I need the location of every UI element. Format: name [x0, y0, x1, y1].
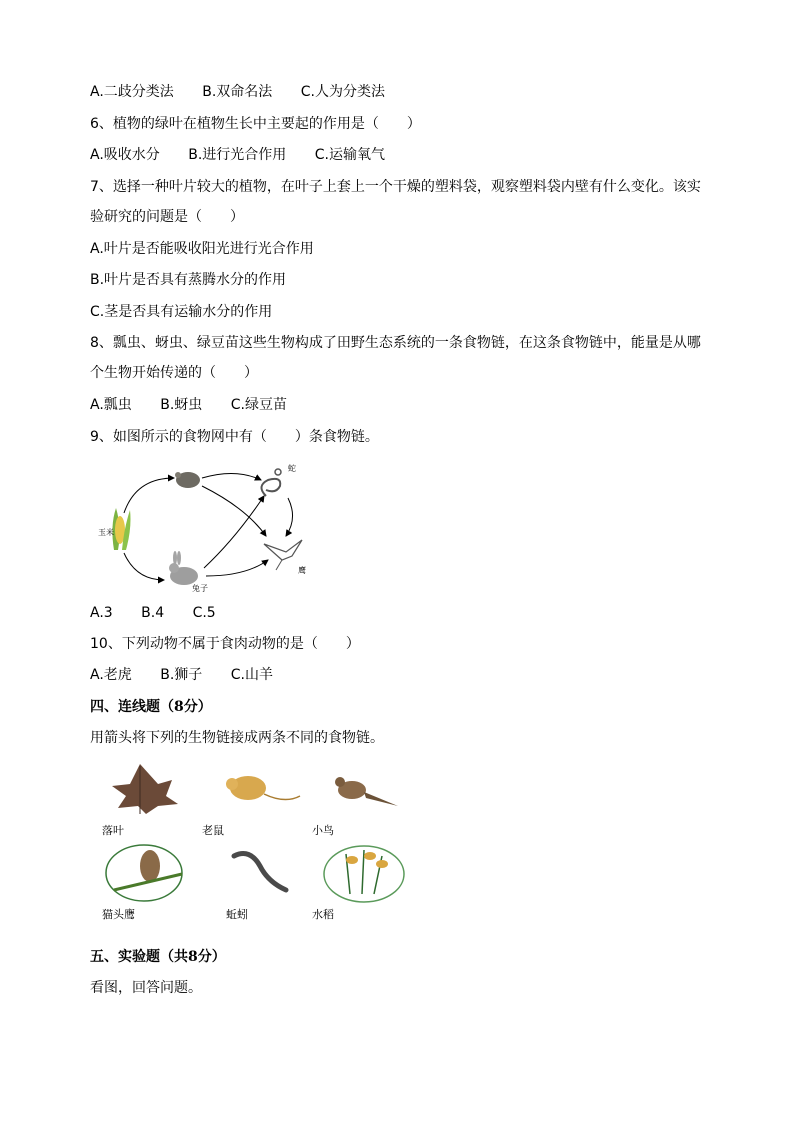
q5-option-c: C.人为分类法 — [300, 84, 385, 100]
q8-stem-line1: 8、瓢虫、蚜虫、绿豆苗这些生物构成了田野生态系统的一条食物链，在这条食物链中，能量是从哪 — [90, 335, 701, 351]
section4-title: 四、连线题（8分） — [90, 699, 212, 715]
q6-options — [90, 146, 409, 164]
eagle-icon — [264, 540, 302, 570]
q6-option-b: B.进行光合作用 — [188, 147, 287, 163]
mouse-icon — [175, 472, 200, 488]
q9-options — [90, 604, 240, 622]
q10-option-c: C.山羊 — [230, 667, 273, 683]
q9-option-c: C.5 — [192, 605, 216, 621]
snake-icon — [261, 469, 281, 496]
q6-stem: 6、植物的绿叶在植物生长中主要起的作用是（ ） — [90, 116, 421, 132]
q5-option-a: A.二歧分类法 — [90, 84, 174, 100]
q8-option-c: C.绿豆苗 — [230, 397, 287, 413]
section5-title: 五、实验题（共8分） — [90, 949, 226, 965]
q8-options — [90, 396, 311, 414]
food-web-diagram — [96, 458, 336, 593]
earthworm-icon — [234, 854, 286, 890]
leaf-label: 落叶 — [102, 824, 124, 837]
q10-option-a: A.老虎 — [90, 667, 132, 683]
matching-figure — [100, 758, 420, 928]
q10-options — [90, 666, 297, 684]
corn-icon — [112, 508, 130, 550]
section5-instruction: 看图，回答问题。 — [90, 980, 202, 996]
q9-option-a: A.3 — [90, 605, 113, 621]
fallen-leaf-icon — [112, 764, 178, 814]
rice-label: 水稻 — [312, 908, 334, 921]
mouse-icon — [226, 776, 300, 800]
corn-label: 玉米 — [98, 528, 114, 537]
q10-option-b: B.狮子 — [160, 667, 203, 683]
q7-option-b: B.叶片是否具有蒸腾水分的作用 — [90, 272, 287, 288]
earthworm-label: 蚯蚓 — [226, 908, 248, 921]
owl-icon — [106, 845, 182, 901]
q6-option-a: A.吸收水分 — [90, 147, 160, 163]
section4-instruction: 用箭头将下列的生物链接成两条不同的食物链。 — [90, 730, 384, 746]
bird-label: 小鸟 — [312, 824, 334, 837]
rabbit-icon — [169, 551, 198, 585]
q8-option-a: A.瓢虫 — [90, 397, 132, 413]
small-bird-icon — [335, 777, 398, 806]
q6-option-c: C.运输氧气 — [314, 147, 385, 163]
snake-label: 蛇 — [288, 464, 296, 473]
eagle-label: 鹰 — [298, 566, 306, 575]
q5-options — [90, 83, 409, 101]
q7-stem-line2: 验研究的问题是（ ） — [90, 209, 244, 225]
mouse-label: 老鼠 — [202, 824, 224, 837]
q7-stem-line1: 7、选择一种叶片较大的植物，在叶子上套上一个干燥的塑料袋，观察塑料袋内壁有什么变化。该实 — [90, 179, 701, 195]
q5-option-b: B.双命名法 — [202, 84, 273, 100]
owl-label: 猫头鹰 — [102, 908, 135, 921]
rice-icon — [324, 846, 404, 902]
q9-stem: 9、如图所示的食物网中有（ ）条食物链。 — [90, 429, 379, 445]
q9-option-b: B.4 — [141, 605, 165, 621]
rabbit-label: 兔子 — [192, 584, 208, 593]
q10-stem: 10、下列动物不属于食肉动物的是（ ） — [90, 636, 360, 652]
q8-option-b: B.蚜虫 — [160, 397, 203, 413]
q7-option-a: A.叶片是否能吸收阳光进行光合作用 — [90, 241, 314, 257]
q8-stem-line2: 个生物开始传递的（ ） — [90, 365, 258, 381]
q7-option-c: C.茎是否具有运输水分的作用 — [90, 304, 273, 320]
